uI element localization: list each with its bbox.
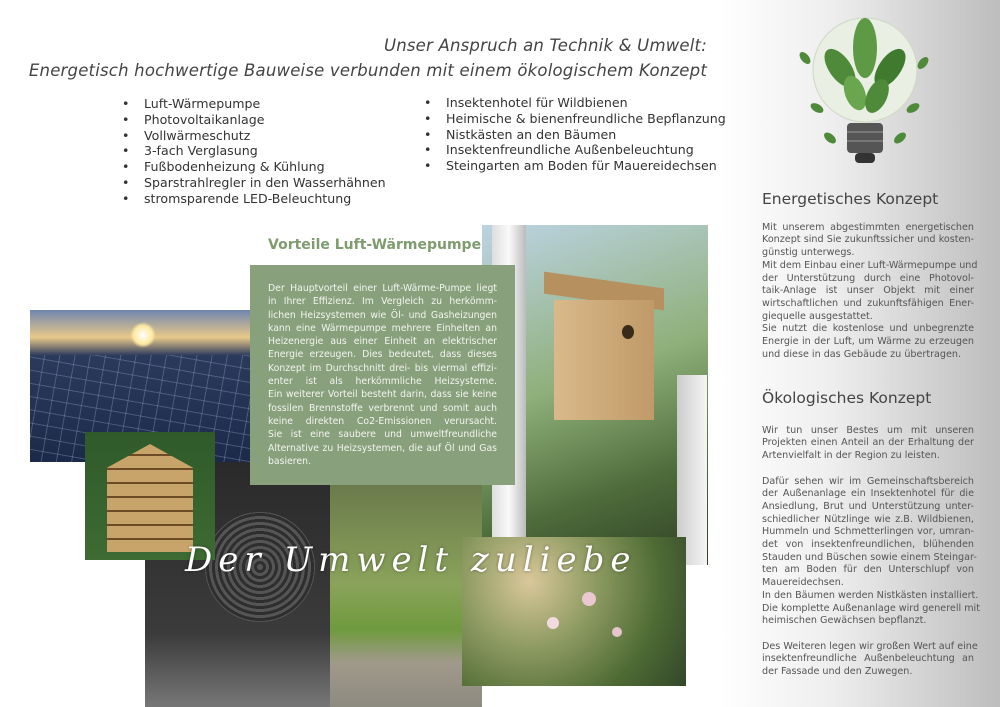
energy-section <box>762 190 978 361</box>
text-line: günstig unterwegs. <box>762 247 855 259</box>
heatpump-textbox <box>250 265 515 485</box>
text-line: Hummeln und Schmetterlingen vor, umran- <box>762 526 974 538</box>
title-line-2: Energetisch hochwertige Bauweise verbunden mit einem ökologischem Konzept <box>28 61 707 80</box>
list-item: • Photovoltaikanlage <box>122 112 386 128</box>
text-line: fossilen Brennstoffe verbrennt und somit auch <box>268 402 497 414</box>
text-line: basieren. <box>268 455 311 467</box>
list-item: • Heimische & bienenfreundliche Bepflanzung <box>424 111 726 127</box>
text-line: Konzept im Durchschnitt drei- bis viermal effizi- <box>268 362 497 374</box>
text-line: Sie nutzt die kostenlose und unbegrenzte <box>762 323 974 335</box>
text-line: Mauereidechsen. <box>762 577 844 589</box>
text-line: Alternative zu Heizsystemen, die auf Öl und Gas <box>268 442 497 454</box>
text-line: Heizenergie aus einer Einheit an elektrischer <box>268 336 497 348</box>
list-item: • Luft-Wärmepumpe <box>122 96 386 112</box>
text-line: Projekten einen Anteil an der Erhaltung der <box>762 437 974 449</box>
text-line: Ein weiterer Vorteil besteht darin, dass sie keine <box>268 389 497 401</box>
text-line: enter ist als herkömmliche Heizsysteme. <box>268 376 497 388</box>
text-line: Energie in der Luft, um Wärme zu erzeugen <box>762 336 974 348</box>
text-line: Wir tun unser Bestes um mit unseren <box>762 424 974 436</box>
ecology-heading: Ökologisches Konzept <box>762 389 932 407</box>
ecology-section <box>762 389 980 679</box>
text-line: In den Bäumen werden Nistkästen installiert. <box>762 589 979 601</box>
paragraph-gap <box>762 628 974 641</box>
text-line: Des Weiteren legen wir großen Wert auf eine <box>762 640 978 652</box>
birdhouse-photo <box>482 225 708 565</box>
text-line: und diese in das Gebäude zu übertragen. <box>762 348 962 360</box>
energy-body <box>762 221 978 362</box>
script-slogan: Der Umwelt zuliebe <box>185 540 637 580</box>
garden-path-photo <box>330 485 482 707</box>
text-line: giequelle ausgestattet. <box>762 310 873 322</box>
text-line: kann eine Wärmepumpe mehrere Einheiten an <box>268 322 497 334</box>
list-item: • Fußbodenheizung & Kühlung <box>122 159 386 175</box>
text-line: insektenfreundliche Außenbeleuchtung an <box>762 653 974 665</box>
text-line: der Unterstützung durch eine Photovol- <box>762 272 974 284</box>
text-line: Die komplette Außenanlage wird generell mit <box>762 602 980 614</box>
text-line: Artenvielfalt in der Region zu leisten. <box>762 450 940 462</box>
text-line: der Fassade und den Zuwegen. <box>762 666 913 678</box>
title-line-1: Unser Anspruch an Technik & Umwelt: <box>383 36 707 55</box>
text-line: schiedlicher Nützlinge wie z.B. Wildbienen, <box>762 513 974 525</box>
text-line: Sie ist eine saubere und umweltfreundliche <box>268 429 497 441</box>
text-line: keine direkten Co2-Emissionen verursacht. <box>268 415 497 427</box>
list-item: • Nistkästen an den Bäumen <box>424 127 726 143</box>
list-item: • Sparstrahlregler in den Wasserhähnen <box>122 175 386 191</box>
text-line: taik-Anlage ist unser Objekt mit einer <box>762 285 974 297</box>
features-list-left <box>122 96 386 207</box>
text-line: Ansiedlung, Brut und Unterstützung unter- <box>762 500 974 512</box>
text-line: heimischen Gewächsen bepflanzt. <box>762 615 927 627</box>
text-line: Mit dem Einbau einer Luft-Wärmepumpe und <box>762 259 978 271</box>
list-item: • Insektenfreundliche Außenbeleuchtung <box>424 142 726 158</box>
features-list-right <box>424 95 726 174</box>
text-line: det von insektenfreundlichen, blühenden <box>762 539 974 551</box>
list-item: • stromsparende LED-Beleuchtung <box>122 191 386 207</box>
ecology-body <box>762 424 980 679</box>
text-line: Dafür sehen wir im Gemeinschaftsbereich <box>762 475 974 487</box>
text-line: wirtschaftlichen und zukunftsfähigen Ener- <box>762 297 974 309</box>
heatpump-heading: Vorteile Luft-Wärmepumpe <box>268 237 482 253</box>
text-line: Mit unserem abgestimmten energetischen <box>762 221 974 233</box>
list-item: • Vollwärmeschutz <box>122 128 386 144</box>
text-line: lichen Heizsystemen wie Öl- und Gasheizungen <box>268 309 497 321</box>
text-line: in Ihrer Effizienz. Im Vergleich zu herkömm- <box>268 296 497 308</box>
paragraph-gap <box>762 463 974 476</box>
text-line: der Außenanlage ein Insektenhotel für die <box>762 488 974 500</box>
text-line: ten am Boden für den Unterschlupf von <box>762 564 974 576</box>
list-item: • 3-fach Verglasung <box>122 143 386 159</box>
text-line: Der Hauptvorteil einer Luft-Wärme-Pumpe liegt <box>268 283 497 294</box>
text-line: Energie erzeugen. Dies bedeutet, dass dieses <box>268 349 497 361</box>
energy-heading: Energetisches Konzept <box>762 190 939 208</box>
list-item: • Insektenhotel für Wildbienen <box>424 95 726 111</box>
list-item: • Steingarten am Boden für Mauereidechsen <box>424 158 726 174</box>
green-lightbulb-illustration <box>795 8 935 173</box>
text-line: Konzept sind Sie zukunftssicher und kosten- <box>762 234 974 246</box>
text-line: Stauden und Büschen sowie einem Steingar- <box>762 551 977 563</box>
